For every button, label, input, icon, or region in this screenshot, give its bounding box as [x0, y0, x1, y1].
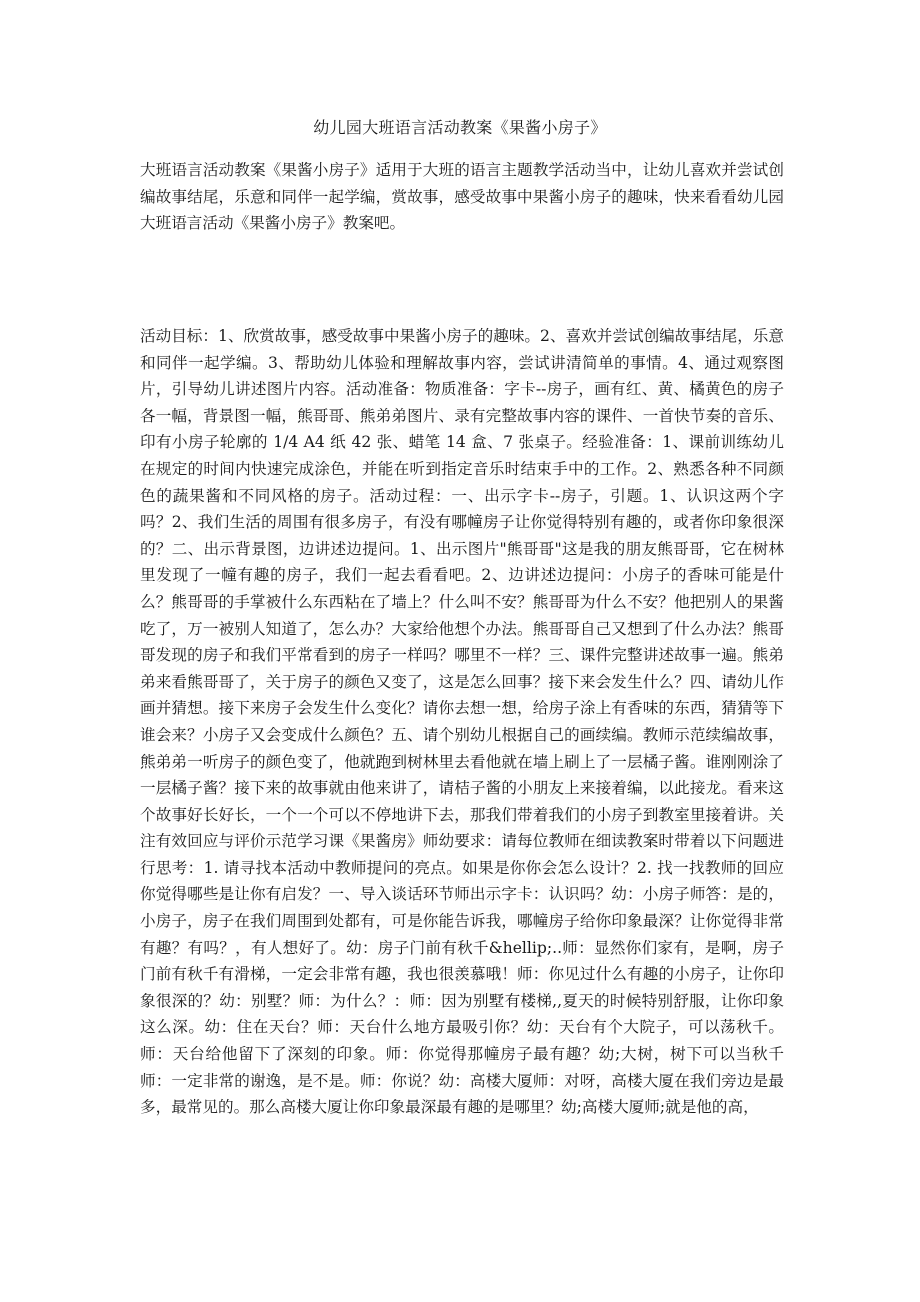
- intro-paragraph: 大班语言活动教案《果酱小房子》适用于大班的语言主题教学活动当中，让幼儿喜欢并尝试创编故事结尾，乐意和同伴一起学编，赏故事，感受故事中果酱小房子的趣味，快来看看幼儿园大班语言活动《果酱小房子》教案吧。: [140, 161, 784, 233]
- document-title: 幼儿园大班语言活动教案《果酱小房子》: [313, 118, 607, 137]
- body-paragraph: 活动目标：1、欣赏故事，感受故事中果酱小房子的趣味。2、喜欢并尝试创编故事结尾，乐意和同伴一起学编。3、帮助幼儿体验和理解故事内容，尝试讲清简单的事情。4、通过观察图片，引导幼儿讲述图片内容。活动准备：物质准备：字卡--房子，画有红、黄、橘黄色的房子各一幅，背景图一幅，熊哥哥、熊弟弟图片、录有完整故事内容的课件、一首快节奏的音乐、印有小房子轮廓的 1/4 A4 纸 42 张、蜡笔 14 盒、7 张桌子。经验准备：1、课前训练幼儿在规定的时间内快速完成涂色，并能在听到指定音乐时结束手中的工作。2、熟悉各种不同颜色的蔬果酱和不同风格的房子。活动过程：一、出示字卡--房子，引题。1、认识这两个字吗？2、我们生活的周围有很多房子，有没有哪幢房子让你觉得特别有趣的，或者你印象很深的？二、出示背景图，边讲述边提问。1、出示图片"熊哥哥"这是我的朋友熊哥哥，它在树林里发现了一幢有趣的房子，我们一起去看看吧。2、边讲述边提问：小房子的香味可能是什么？熊哥哥的手掌被什么东西粘在了墙上？什么叫不安？熊哥哥为什么不安？他把别人的果酱吃了，万一被别人知道了，怎么办？大家给他想个办法。熊哥哥自己又想到了什么办法？熊哥哥发现的房子和我们平常看到的房子一样吗？哪里不一样？三、课件完整讲述故事一遍。熊弟弟来看熊哥哥了，关于房子的颜色又变了，这是怎么回事？接下来会发生什么？四、请幼儿作画并猜想。接下来房子会发生什么变化？请你去想一想，给房子涂上有香味的东西，猜猜等下谁会来？小房子又会变成什么颜色？五、请个别幼儿根据自己的画续编。教师示范续编故事，熊弟弟一听房子的颜色变了，他就跑到树林里去看他就在墙上刷上了一层橘子酱。谁刚刚涂了一层橘子酱？接下来的故事就由他来讲了，请桔子酱的小朋友上来接着编，以此接龙。看来这个故事好长好长，一个一个可以不停地讲下去，那我们带着我们的小房子到教室里接着讲。关注有效回应与评价示范学习课《果酱房》师幼要求：请每位教师在细读教案时带着以下问题进行思考：1. 请寻找本活动中教师提问的亮点。如果是你你会怎么设计？2. 找一找教师的回应你觉得哪些是让你有启发？一、导入谈话环节师出示字卡：认识吗？幼：小房子师答：是的，小房子，房子在我们周围到处都有，可是你能告诉我，哪幢房子给你印象最深？让你觉得非常有趣？有吗？，有人想好了。幼：房子门前有秋千&hellip;..师：显然你们家有，是啊，房子门前有秋千有滑梯，一定会非常有趣，我也很羡慕哦！师：你见过什么有趣的小房子，让你印象很深的？幼：别墅？师：为什么？：师：因为别墅有楼梯,,夏天的时候特别舒服，让你印象这么深。幼：住在天台？师：天台什么地方最吸引你？幼：天台有个大院子，可以荡秋千。师：天台给他留下了深刻的印象。师：你觉得那幢房子最有趣？幼;大树，树下可以当秋千师：一定非常的谢逸，是不是。师：你说？幼：高楼大厦师：对呀，高楼大厦在我们旁边是最多，最常见的。那么高楼大厦让你印象最深最有趣的是哪里？幼;高楼大厦师;就是他的高，: [140, 327, 784, 1117]
